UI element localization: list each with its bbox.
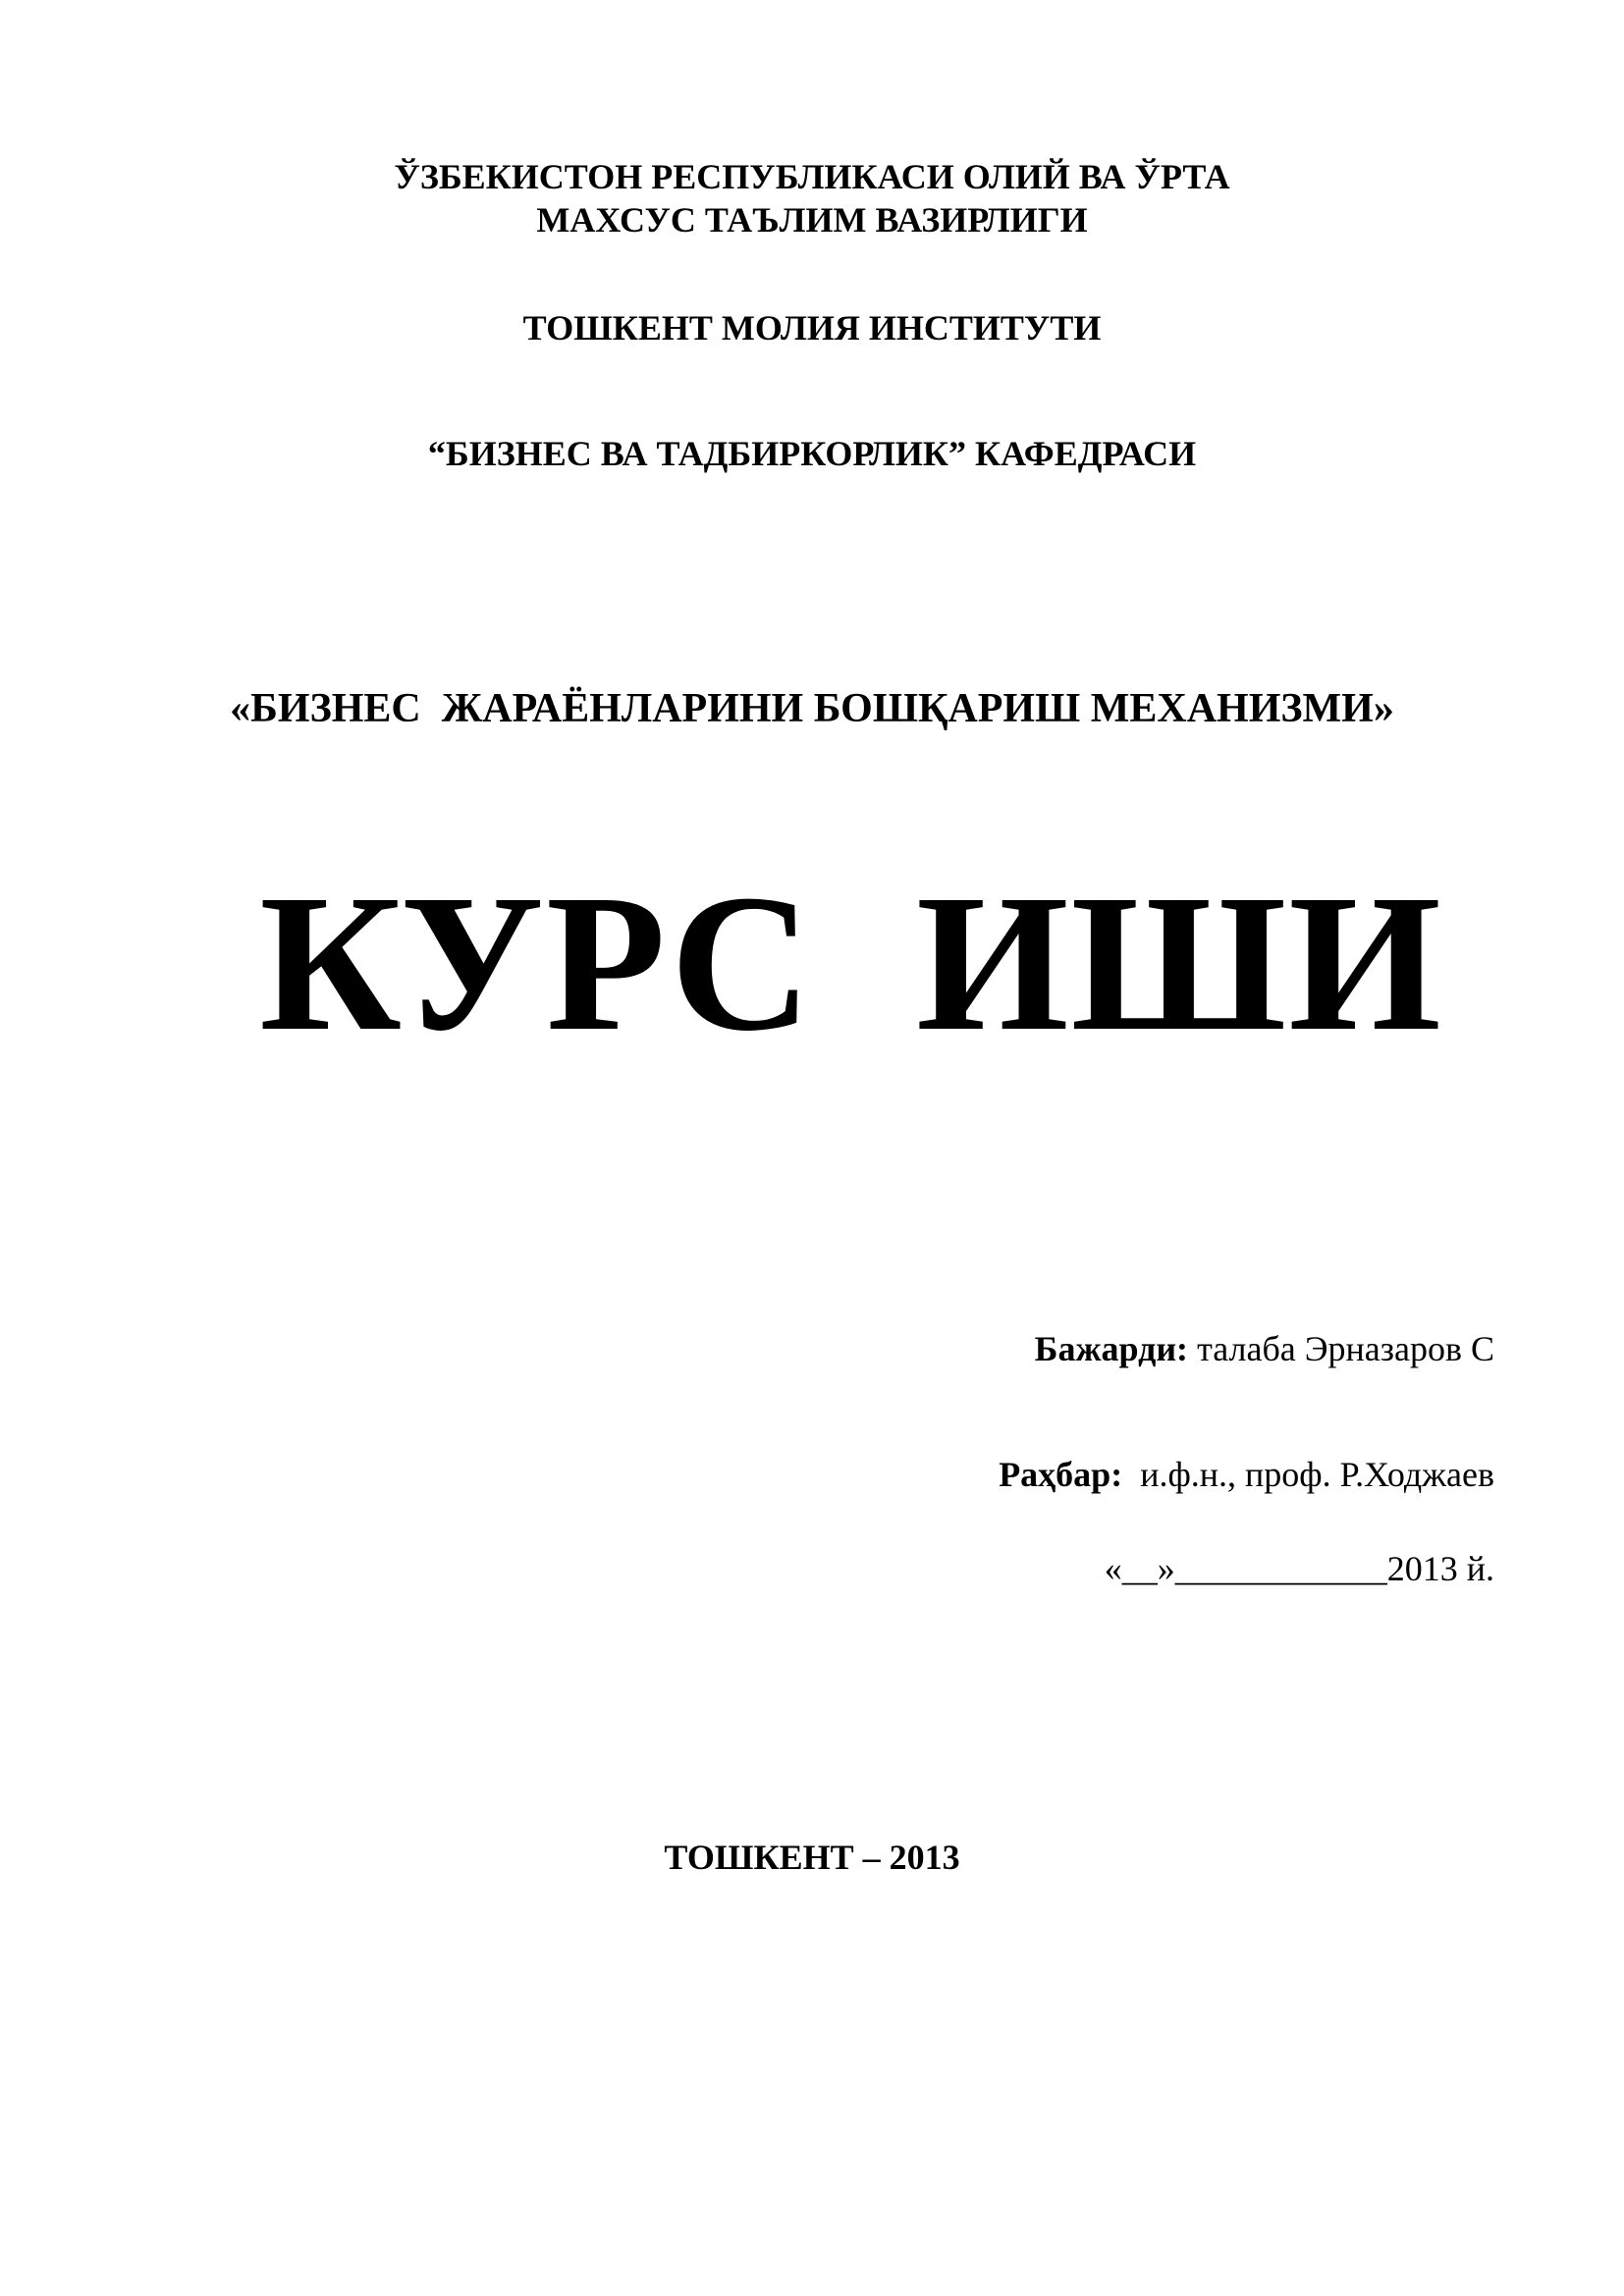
supervisor-line — [999, 1453, 1494, 1496]
supervisor-value: и.ф.н., проф. Р.Ходжаев — [1122, 1455, 1494, 1494]
ministry-line-1: ЎЗБЕКИСТОН РЕСПУБЛИКАСИ ОЛИЙ ВА ЎРТА — [394, 157, 1230, 196]
executor-line — [1035, 1327, 1494, 1370]
city-year-footer: ТОШКЕНТ – 2013 — [664, 1838, 960, 1877]
ministry-line-2: МАХСУС ТАЪЛИМ ВАЗИРЛИГИ — [536, 200, 1088, 240]
date-line: «__»____________2013 й. — [1104, 1549, 1494, 1588]
document-type-title: КУРС ИШИ — [259, 855, 1443, 1072]
supervisor-label: Раҳбар: — [999, 1455, 1123, 1494]
institute-heading: ТОШКЕНТ МОЛИЯ ИНСТИТУТИ — [522, 308, 1102, 347]
ministry-heading — [0, 155, 1624, 241]
work-topic: «БИЗНЕС ЖАРАЁНЛАРИНИ БОШҚАРИШ МЕХАНИЗМИ» — [230, 686, 1394, 731]
department-heading: “БИЗНЕС ВА ТАДБИРКОРЛИК” КАФЕДРАСИ — [427, 434, 1197, 473]
executor-value: талаба Эрназаров С — [1188, 1329, 1494, 1368]
executor-label: Бажарди: — [1034, 1329, 1189, 1368]
